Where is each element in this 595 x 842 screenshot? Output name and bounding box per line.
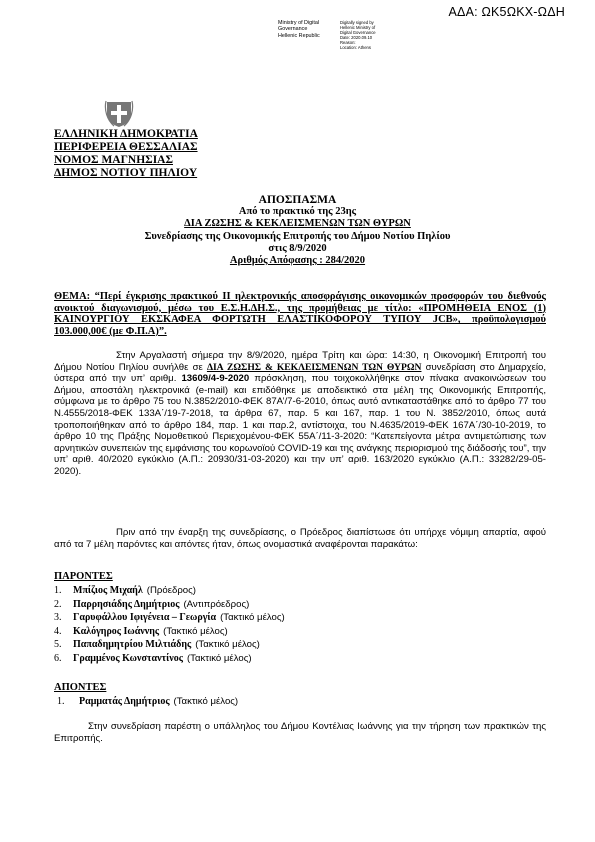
member-name: Γραμμένος Κωνσταντίνος [73,652,183,664]
item-number: 5. [54,639,62,651]
member-name: Καλόγηρος Ιωάννης [73,625,160,637]
ministry-signature [278,20,320,39]
authority-line: ΔΗΜΟΣ ΝΟΤΙΟΥ ΠΗΛΙΟΥ [54,167,198,179]
list-item [54,611,285,625]
member-role: (Τακτικό μέλος) [173,696,239,707]
present-title: ΠΑΡΟΝΤΕΣ [54,571,113,582]
absent-members-list [54,695,238,709]
invitation-number: 13609/4-9-2020 [181,373,250,385]
authority-line: ΠΕΡΙΦΕΡΕΙΑ ΘΕΣΣΑΛΙΑΣ [54,141,198,153]
list-item [54,584,285,598]
item-number: 6. [54,652,62,664]
member-role: (Τακτικό μέλος) [186,652,252,664]
list-item [54,598,285,612]
document-title: ΑΠΟΣΠΑΣΜΑ [258,194,337,206]
ministry-line: Ministry of Digital [278,20,320,26]
subject-text: “Περί έγκρισης πρακτικού ΙΙ ηλεκτρονικής αποσφράγισης οικονομικών προσφορών του διεθνούς ανοικτού διαγωνισμού, μέσω του Ε.Σ.Η.ΔΗ.Σ., της προμήθειας με τίτλο: «ΠΡΟΜΗΘΕΙΑ ΕΝΟΣ (1) ΚΑΙΝΟΥΡΓΙΟΥ ΕΚΣΚΑΦΕΑ ΦΟΡΤΩΤΗ ΕΛΑΣΤΙΚΟΦΟΡΟΥ ΤΥΠΟΥ JCB», προϋπολογισμού 103.000,00€ (με Φ.Π.Α)”. [54,291,546,337]
list-item [54,625,285,639]
session-description: Συνεδρίασης της Οικονομικής Επιτροπής του Δήμου Νοτίου Πηλίου [144,230,451,242]
paragraph-text: πρόσκληση, που τοιχοκολλήθηκε στον πίνακα ανακοινώσεων του Δήμου, αποστάλη ηλεκτρονικά (e-mail) και επιδόθηκε με αποδεικτικό στα μέλη της Οικονομικής Επιτροπής, σύμφωνα με το άρθρο 75 του Ν.3852/2010-ΦΕΚ 87Α’/7-6-2010, όπως αυτό αντικαταστάθηκε από το άρθρο 77 του Ν.4555/2018-ΦΕΚ 133Α΄/19-7-2018, τα άρθρα 67, παρ. 5 και 167, παρ. 1 του Ν. 3852/2010, όπως αυτά τροποποιήθηκαν από το άρθρο 184, παρ. 1 και παρ.2, αντίστοιχα, του Ν.4635/2019-ΦΕΚ 167Α΄/30-10-2019, το άρθρο 10 της Πράξης Νομοθετικού Περιεχομένου-ΦΕΚ 55Α΄/11-3-2020: “Κατεπείγοντα μέτρα αντιμετώπισης των αρνητικών συνεπειών της εμφάνισης του κορωνοϊού COVID-19 και της ανάγκης περιορισμού της διάδοσής του”, την υπ’ αριθ. 40/2020 εγκύκλιο (Α.Π.: 20930/31-03-2020) και την υπ’ αριθ. 163/2020 εγκύκλιο (Α.Π.: 33282/29-05-2020). [54,373,546,477]
list-item [54,695,238,709]
session-mode-inline: ΔΙΑ ΖΩΣΗΣ & ΚΕΚΛΕΙΣΜΕΝΩΝ ΤΩΝ ΘΥΡΩΝ [206,361,422,373]
digital-signature-details [340,20,410,51]
authority-line: ΕΛΛΗΝΙΚΗ ΔΗΜΟΚΡΑΤΙΑ [54,128,198,140]
document-heading [40,194,555,267]
signature-line: Reason: [340,40,356,46]
hellenic-emblem-icon [104,98,134,128]
member-name: Μπίζιος Μιχαήλ [73,585,143,596]
authority-line: ΝΟΜΟΣ ΜΑΓΝΗΣΙΑΣ [54,154,173,166]
member-role: (Τακτικό μέλος) [220,612,285,624]
subject-label: ΘΕΜΑ: [54,291,91,302]
item-number: 4. [54,625,62,637]
signature-line: Digitally signed by [340,20,374,25]
item-number: 1. [54,585,62,596]
member-role: (Τακτικό μέλος) [163,625,228,637]
ada-code: ΑΔΑ: ΩΚ5ΩΚΧ-ΩΔΗ [448,5,565,19]
issuing-authority [54,128,198,180]
session-mode: ΔΙΑ ΖΩΣΗΣ & ΚΕΚΛΕΙΣΜΕΝΩΝ ΤΩΝ ΘΥΡΩΝ [184,218,411,230]
member-name: Ραμματάς Δημήτριος [79,696,170,707]
member-name: Παπαδημητρίου Μιλτιάδης [73,639,192,651]
session-date: στις 8/9/2020 [268,242,327,254]
paragraph-text: συνεδρίαση στο Δημαρχείο, ύστερα από την υπ’ αριθμ. [54,361,546,385]
member-name: Γαρυφάλλου Ιφιγένεια – Γεωργία [73,612,217,624]
signature-line: Hellenic Ministry of [340,25,376,31]
member-role: (Πρόεδρος) [146,585,196,596]
ministry-line: Hellenic Republic [278,32,320,39]
item-number: 3. [54,612,62,624]
present-members-list [54,584,285,666]
decision-number: Αριθμός Απόφασης : 284/2020 [229,255,366,267]
signature-line: Location: Athens [340,45,371,51]
subject [54,291,546,337]
ministry-line: Governance [278,26,308,33]
absent-title: ΑΠΟΝΤΕΣ [54,682,107,693]
signature-line: Date: 2020.09.10 [340,35,373,41]
session-paragraph [54,350,546,478]
item-number: 2. [54,598,62,610]
member-role: (Τακτικό μέλος) [195,639,260,651]
minutes-reference: Από το πρακτικό της 23ης [238,206,357,218]
quorum-paragraph: Πριν από την έναρξη της συνεδρίασης, ο Πρόεδρος διαπίστωσε ότι υπήρχε νόμιμη απαρτία, αφού από τα 7 μέλη παρόντες και απόντες ήταν, όπως ονομαστικά αναφέρονται παρακάτω: [54,527,546,550]
item-number: 1. [57,696,65,707]
member-name: Παρρησιάδης Δημήτριος [73,598,180,610]
list-item [54,652,285,666]
list-item [54,638,285,652]
secretary-paragraph: Στην συνεδρίαση παρέστη ο υπάλληλος του Δήμου Κοντέλιας Ιωάννης για την τήρηση των πρακτικών της Επιτροπής. [54,721,546,744]
member-role: (Αντιπρόεδρος) [183,598,250,610]
paragraph-text: Στην Αργαλαστή σήμερα την 8/9/2020, ημέρα Τρίτη και ώρα: 14:30, η Οικονομική Επιτροπή του Δήμου Νοτίου Πηλίου συνήλθε σε [54,350,546,373]
signature-line: Digital Governance [340,30,376,36]
